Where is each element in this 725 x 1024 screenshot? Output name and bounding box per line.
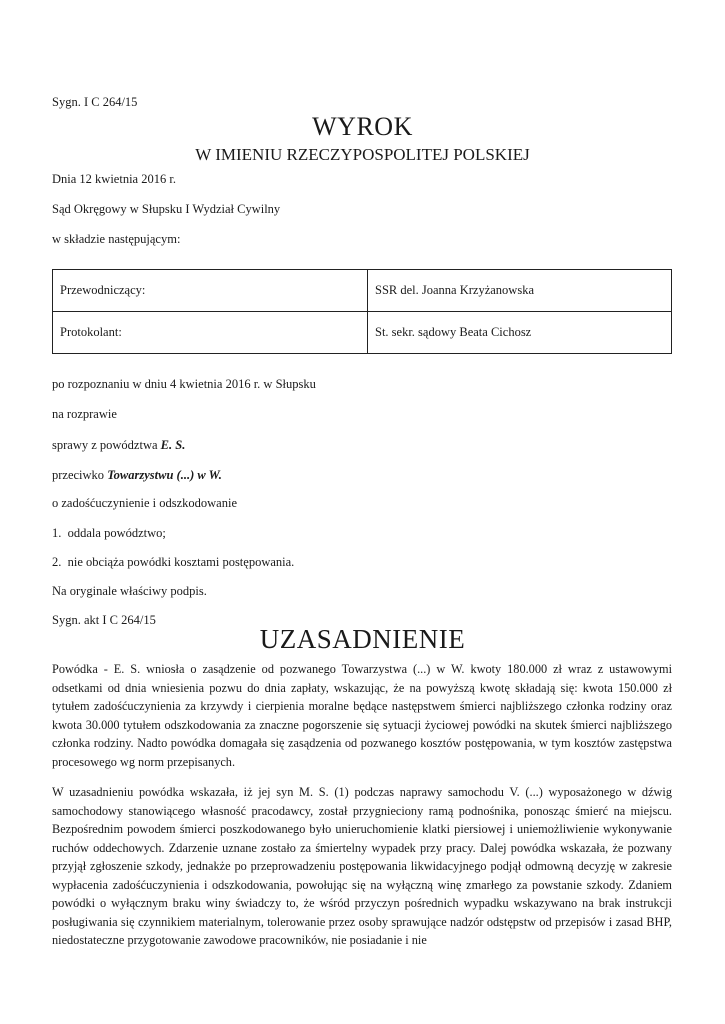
judgment-title: WYROK	[312, 112, 413, 141]
file-signature: Sygn. akt I C 264/15	[52, 613, 156, 627]
defendant-name: Towarzystwu (...) w W.	[107, 468, 222, 482]
ruling-item-1: 1. oddala powództwo;	[52, 526, 166, 540]
panel-person: SSR del. Joanna Krzyżanowska	[368, 270, 672, 312]
plaintiff-name: E. S.	[160, 438, 186, 452]
session-type: na rozprawie	[52, 407, 117, 421]
table-row	[53, 312, 672, 354]
hearing-info: po rozpoznaniu w dniu 4 kwietnia 2016 r. w Słupsku	[52, 377, 316, 391]
case-subject: o zadośćuczynienie i odszkodowanie	[52, 496, 238, 510]
panel-role: Przewodniczący:	[53, 270, 368, 312]
original-signature-note: Na oryginale właściwy podpis.	[52, 584, 207, 598]
ruling-item-2: 2. nie obciąża powódki kosztami postępowania.	[52, 555, 295, 569]
judgment-date: Dnia 12 kwietnia 2016 r.	[52, 172, 176, 186]
case-signature: Sygn. I C 264/15	[52, 95, 138, 109]
against-prefix: przeciwko	[52, 468, 108, 482]
panel-role: Protokolant:	[53, 312, 368, 354]
judgment-subtitle: W IMIENIU RZECZYPOSPOLITEJ POLSKIEJ	[195, 145, 530, 164]
panel-person: St. sekr. sądowy Beata Cichosz	[368, 312, 672, 354]
case-prefix: sprawy z powództwa	[52, 438, 161, 452]
court-panel-table	[52, 269, 672, 354]
table-row	[53, 270, 672, 312]
composition-intro: w składzie następującym:	[52, 232, 181, 246]
defendant-line	[52, 468, 222, 483]
justification-paragraph-2: W uzasadnieniu powódka wskazała, iż jej syn M. S. (1) podczas naprawy samochodu V. (...) wyposażonego w dźwig samochodowy stanowiącego własność pracodawcy, został przygnieciony ramą podnośnika, ponosząc śmierć na miejscu. Bezpośrednim powodem śmierci poszkodowanego było unieruchomienie klatki piersiowej i uniemożliwienie wykonywanie ruchów oddechowych. Zdarzenie uznane zostało za śmiertelny wypadek przy pracy. Dalej powódka wskazała, że pozwany przyjął zgłoszenie szkody, jednakże po przeprowadzeniu postępowania likwidacyjnego podjął odmowną decyzję w zakresie wypłacenia zadośćuczynienia i odszkodowania, powołując się na wyłączną winę zmarłego za powstanie szkody. Zdaniem powódki o wyłącznym braku winy świadczy to, że wśród przyczyn pośrednich wypadku wskazywano na brak instrukcji posługiwania się czynnikiem materialnym, tolerowanie przez osoby sprawujące nadzór odstępstw od przepisów i zasad BHP, niedostateczne przygotowanie zawodowe pracowników, nie posiadanie i nie	[52, 785, 672, 947]
justification-paragraph-1: Powódka - E. S. wniosła o zasądzenie od pozwanego Towarzystwa (...) w W. kwoty 180.000 zł wraz z ustawowymi odsetkami od dnia wniesienia pozwu do dnia zapłaty, wskazując, że na powyższą kwotę składają się: kwota 150.000 zł tytułem zadośćuczynienia za krzywdy i cierpienia moralne będące następstwem śmierci najbliższego członka rodziny oraz kwota 30.000 tytułem odszkodowania za znaczne pogorszenie się sytuacji życiowej powódki na skutek śmierci najbliższego członka rodziny. Nadto powódka domagała się zasądzenia od pozwanego kosztów postępowania, w tym kosztów zastępstwa procesowego wg norm przepisanych.	[52, 662, 672, 769]
justification-title: UZASADNIENIE	[259, 624, 466, 654]
plaintiff-line	[52, 438, 185, 453]
court-name: Sąd Okręgowy w Słupsku I Wydział Cywilny	[52, 202, 281, 216]
